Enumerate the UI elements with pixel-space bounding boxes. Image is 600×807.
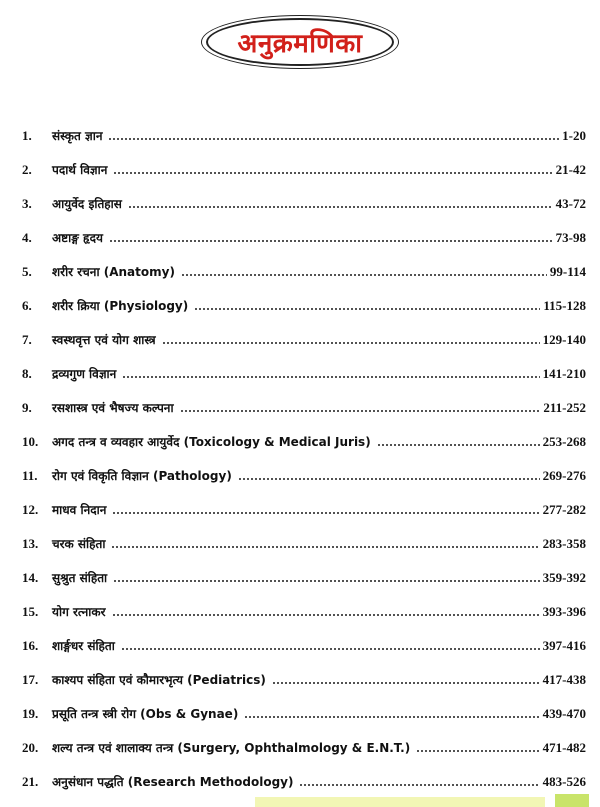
dot-leader [377, 442, 540, 448]
toc-page-range: 471-482 [542, 740, 586, 755]
toc-page-range: 211-252 [543, 400, 586, 415]
toc-number: 17. [22, 672, 39, 687]
toc-row [22, 552, 586, 586]
toc-row [22, 348, 586, 382]
toc-page-range: 393-396 [542, 604, 586, 619]
toc-row [22, 382, 586, 416]
toc-row [22, 416, 586, 450]
bottom-corner-mark [555, 794, 589, 807]
toc-number: 3. [22, 196, 32, 211]
toc-number: 5. [22, 264, 32, 279]
toc-row [22, 110, 586, 144]
toc-number: 21. [22, 774, 39, 789]
title-oval [206, 18, 394, 66]
dot-leader [194, 306, 540, 312]
toc-page-range: 439-470 [542, 706, 586, 721]
dot-leader [272, 680, 540, 686]
dot-leader [416, 748, 539, 754]
toc-number: 6. [22, 298, 32, 313]
bottom-highlight-strip [255, 797, 545, 807]
toc-number: 2. [22, 162, 32, 177]
toc-title: अनुसंधान पद्धति (Research Methodology) [52, 775, 294, 789]
toc-row [22, 688, 586, 722]
toc-row [22, 144, 586, 178]
toc-title: अष्टाङ्ग हृदय [52, 231, 103, 245]
toc-page-range: 129-140 [542, 332, 586, 347]
dot-leader [121, 646, 540, 652]
dot-leader [244, 714, 539, 720]
dot-leader [111, 544, 539, 550]
toc-number: 4. [22, 230, 32, 245]
toc-number: 9. [22, 400, 32, 415]
table-of-contents [22, 110, 586, 790]
toc-page-range: 99-114 [549, 264, 586, 279]
toc-row [22, 586, 586, 620]
dot-leader [113, 578, 539, 584]
toc-number: 7. [22, 332, 32, 347]
toc-title: माधव निदान [52, 503, 107, 517]
dot-leader [122, 374, 539, 380]
toc-row [22, 484, 586, 518]
dot-leader [112, 612, 540, 618]
toc-number: 12. [22, 502, 39, 517]
dot-leader [112, 510, 539, 516]
toc-number: 14. [22, 570, 39, 585]
toc-title: शरीर रचना (Anatomy) [52, 265, 175, 279]
toc-page-range: 483-526 [542, 774, 586, 789]
toc-page-range: 43-72 [555, 196, 586, 211]
toc-row [22, 280, 586, 314]
toc-page-range: 115-128 [543, 298, 586, 313]
toc-row [22, 450, 586, 484]
toc-number: 20. [22, 740, 39, 755]
toc-title: द्रव्यगुण विज्ञान [52, 367, 117, 381]
toc-row [22, 212, 586, 246]
toc-page-range: 253-268 [542, 434, 586, 449]
toc-title: स्वस्थवृत्त एवं योग शास्त्र [52, 333, 156, 347]
toc-row [22, 654, 586, 688]
toc-number: 1. [22, 128, 32, 143]
dot-leader [238, 476, 540, 482]
toc-number: 10. [22, 434, 39, 449]
toc-row [22, 314, 586, 348]
toc-number: 19. [22, 706, 39, 721]
dot-leader [162, 340, 540, 346]
toc-title: सुश्रुत संहिता [52, 571, 108, 585]
toc-page-range: 269-276 [542, 468, 586, 483]
toc-title: योग रत्नाकर [52, 605, 106, 619]
toc-title: प्रसूति तन्त्र स्त्री रोग (Obs & Gynae) [52, 707, 239, 721]
dot-leader [108, 136, 559, 142]
toc-title: शल्य तन्त्र एवं शालाक्य तन्त्र (Surgery, Ophthalmology & E.N.T.) [52, 741, 411, 755]
dot-leader [113, 170, 552, 176]
title-banner [0, 14, 600, 70]
toc-number: 8. [22, 366, 32, 381]
toc-title: अगद तन्त्र व व्यवहार आयुर्वेद (Toxicology & Medical Juris) [52, 435, 371, 449]
dot-leader [109, 238, 553, 244]
toc-title: पदार्थ विज्ञान [52, 163, 108, 177]
toc-row [22, 620, 586, 654]
toc-title: शरीर क्रिया (Physiology) [52, 299, 189, 313]
toc-row [22, 756, 586, 790]
toc-row [22, 722, 586, 756]
toc-title: रोग एवं विकृति विज्ञान (Pathology) [52, 469, 232, 483]
toc-page-range: 417-438 [542, 672, 586, 687]
toc-title: रसशास्त्र एवं भैषज्य कल्पना [52, 401, 174, 415]
toc-number: 15. [22, 604, 39, 619]
dot-leader [180, 408, 541, 414]
toc-title: शार्ङ्गधर संहिता [52, 639, 115, 653]
toc-number: 16. [22, 638, 39, 653]
dot-leader [299, 782, 539, 788]
toc-title: संस्कृत ज्ञान [52, 129, 103, 143]
dot-leader [128, 204, 553, 210]
toc-row [22, 518, 586, 552]
page-title: अनुक्रमणिका [237, 29, 363, 59]
toc-title: आयुर्वेद इतिहास [52, 197, 122, 211]
toc-page-range: 73-98 [555, 230, 586, 245]
toc-number: 13. [22, 536, 39, 551]
toc-page-range: 277-282 [542, 502, 586, 517]
toc-page-range: 141-210 [542, 366, 586, 381]
toc-page-range: 1-20 [562, 128, 586, 143]
toc-title: चरक संहिता [52, 537, 106, 551]
toc-row [22, 178, 586, 212]
toc-page-range: 359-392 [542, 570, 586, 585]
dot-leader [181, 272, 547, 278]
toc-page-range: 397-416 [542, 638, 586, 653]
toc-row [22, 246, 586, 280]
toc-number: 11. [22, 468, 38, 483]
toc-page-range: 21-42 [555, 162, 586, 177]
toc-title: काश्यप संहिता एवं कौमारभृत्य (Pediatrics) [52, 673, 266, 687]
toc-page-range: 283-358 [542, 536, 586, 551]
